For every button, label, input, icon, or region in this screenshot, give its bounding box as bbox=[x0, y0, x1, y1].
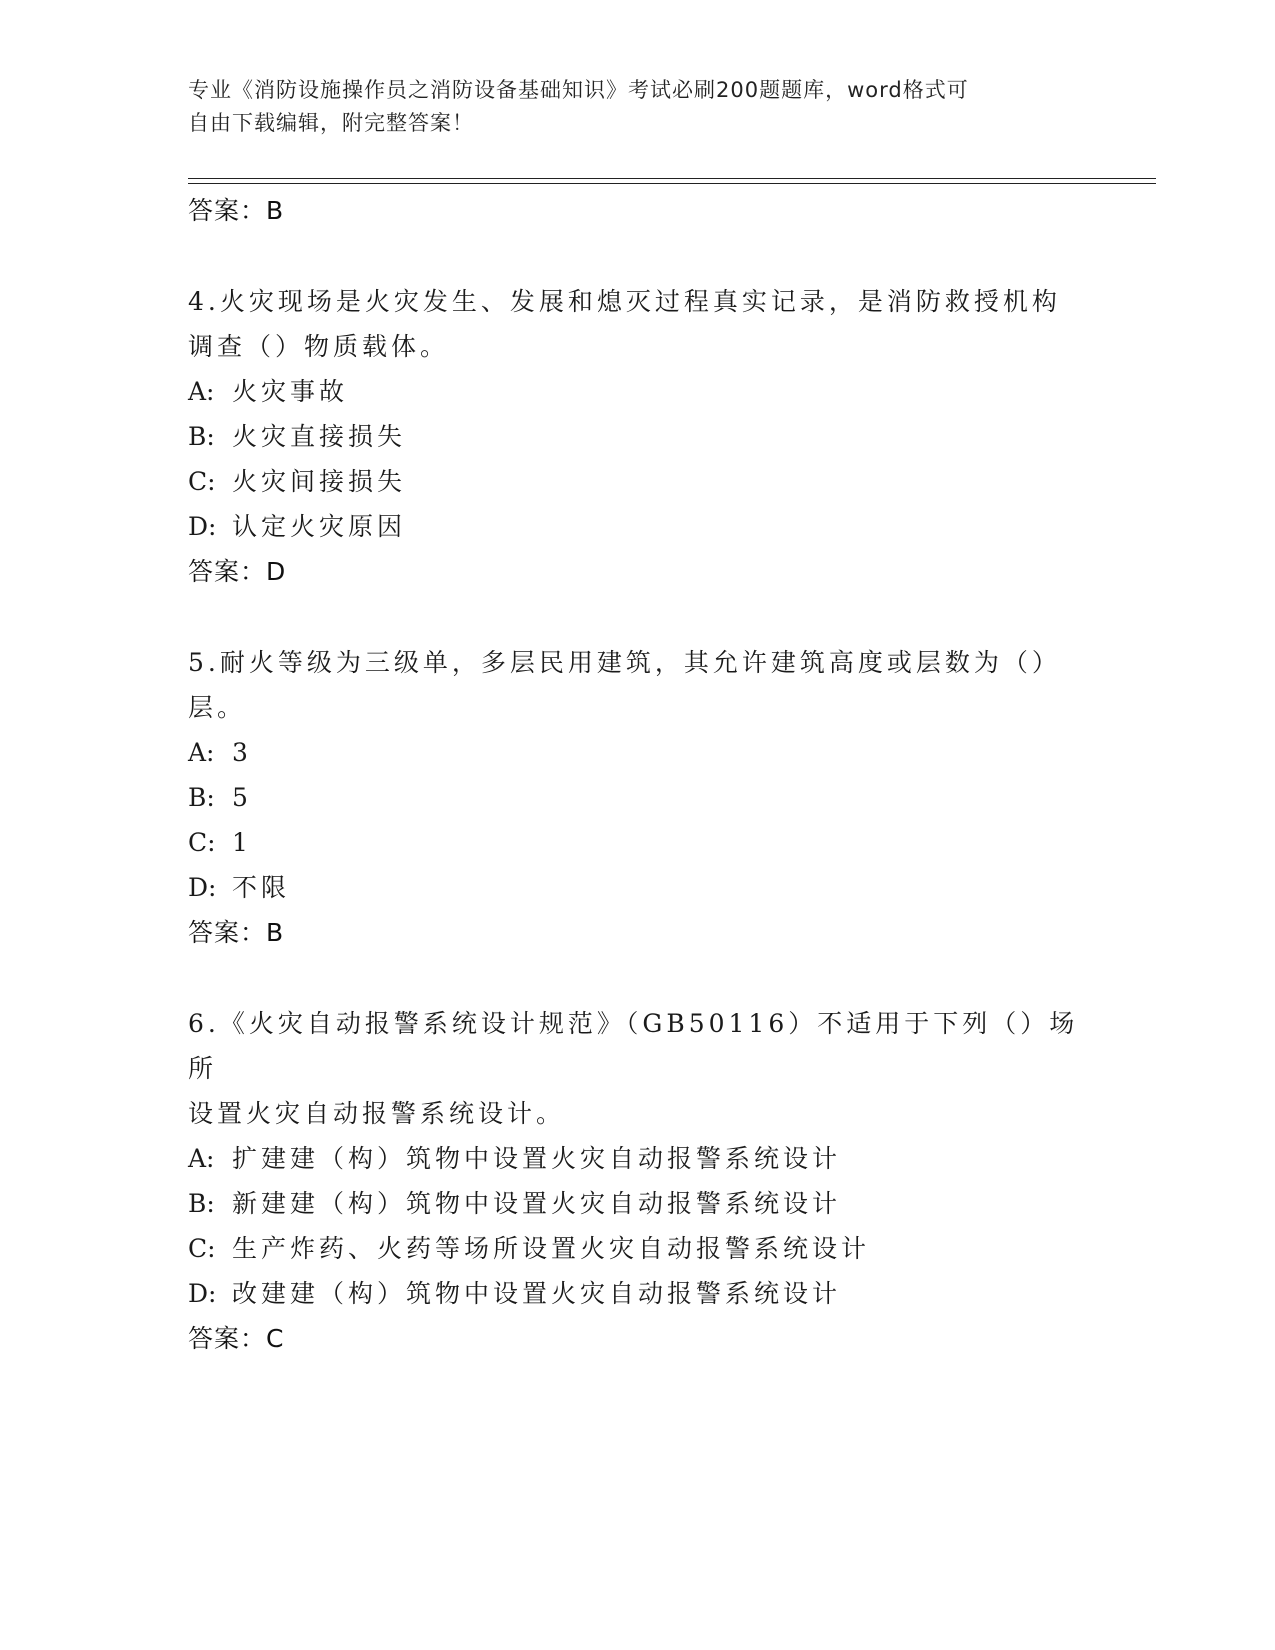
question-text bbox=[188, 1001, 1088, 1136]
header-divider-top bbox=[188, 178, 1156, 179]
option-letter: C: bbox=[188, 1234, 216, 1263]
option-c bbox=[188, 459, 1088, 504]
option-text: 火灾直接损失 bbox=[232, 422, 407, 451]
option-a bbox=[188, 369, 1088, 414]
question-text-line: 设置火灾自动报警系统设计。 bbox=[188, 1099, 566, 1128]
option-d bbox=[188, 865, 1088, 910]
question-text-line: 5.耐火等级为三级单，多层民用建筑，其允许建筑高度或层数为（） bbox=[188, 648, 1061, 677]
option-letter: B: bbox=[188, 422, 215, 451]
answer-line: 答案：D bbox=[188, 557, 287, 586]
option-a bbox=[188, 730, 1088, 775]
option-letter: A: bbox=[188, 738, 215, 767]
option-text: 火灾间接损失 bbox=[232, 467, 407, 496]
option-c bbox=[188, 1226, 1088, 1271]
option-a bbox=[188, 1136, 1088, 1181]
option-c bbox=[188, 820, 1088, 865]
question-text-line: 6.《火灾自动报警系统设计规范》（GB50116）不适用于下列（）场所 bbox=[188, 1009, 1079, 1083]
option-letter: D: bbox=[188, 873, 217, 902]
option-letter: C: bbox=[188, 828, 216, 857]
question-text bbox=[188, 279, 1088, 369]
option-text: 5 bbox=[232, 783, 252, 812]
option-b bbox=[188, 775, 1088, 820]
header-divider-bottom bbox=[188, 183, 1156, 184]
question-block bbox=[188, 1001, 1088, 1361]
option-letter: C: bbox=[188, 467, 216, 496]
question-text-line: 调查（）物质载体。 bbox=[188, 332, 450, 361]
option-text: 3 bbox=[232, 738, 252, 767]
option-text: 改建建（构）筑物中设置火灾自动报警系统设计 bbox=[232, 1279, 842, 1308]
option-text: 生产炸药、火药等场所设置火灾自动报警系统设计 bbox=[232, 1234, 871, 1263]
question-block bbox=[188, 640, 1088, 955]
option-letter: D: bbox=[188, 512, 217, 541]
header-line-1: 专业《消防设施操作员之消防设备基础知识》考试必刷200题题库，word格式可 bbox=[188, 78, 969, 102]
option-letter: B: bbox=[188, 1189, 215, 1218]
answer-line: 答案：C bbox=[188, 1324, 285, 1353]
option-b bbox=[188, 414, 1088, 459]
option-d bbox=[188, 504, 1088, 549]
question-text-line: 层。 bbox=[188, 693, 247, 722]
option-text: 新建建（构）筑物中设置火灾自动报警系统设计 bbox=[232, 1189, 842, 1218]
question-block bbox=[188, 279, 1088, 594]
answer-line: 答案：B bbox=[188, 196, 285, 225]
option-letter: B: bbox=[188, 783, 215, 812]
option-text: 认定火灾原因 bbox=[232, 512, 407, 541]
header-line-2: 自由下载编辑，附完整答案！ bbox=[188, 111, 474, 135]
question-text bbox=[188, 640, 1088, 730]
option-letter: A: bbox=[188, 377, 215, 406]
option-text: 1 bbox=[232, 828, 252, 857]
document-header bbox=[188, 74, 1088, 140]
question-text-line: 4.火灾现场是火灾发生、发展和熄灭过程真实记录，是消防救授机构 bbox=[188, 287, 1061, 316]
option-d bbox=[188, 1271, 1088, 1316]
option-b bbox=[188, 1181, 1088, 1226]
option-text: 火灾事故 bbox=[232, 377, 349, 406]
option-text: 扩建建（构）筑物中设置火灾自动报警系统设计 bbox=[232, 1144, 842, 1173]
option-text: 不限 bbox=[232, 873, 291, 902]
option-letter: D: bbox=[188, 1279, 217, 1308]
option-letter: A: bbox=[188, 1144, 215, 1173]
answer-line: 答案：B bbox=[188, 918, 285, 947]
question-list bbox=[188, 188, 1088, 1361]
